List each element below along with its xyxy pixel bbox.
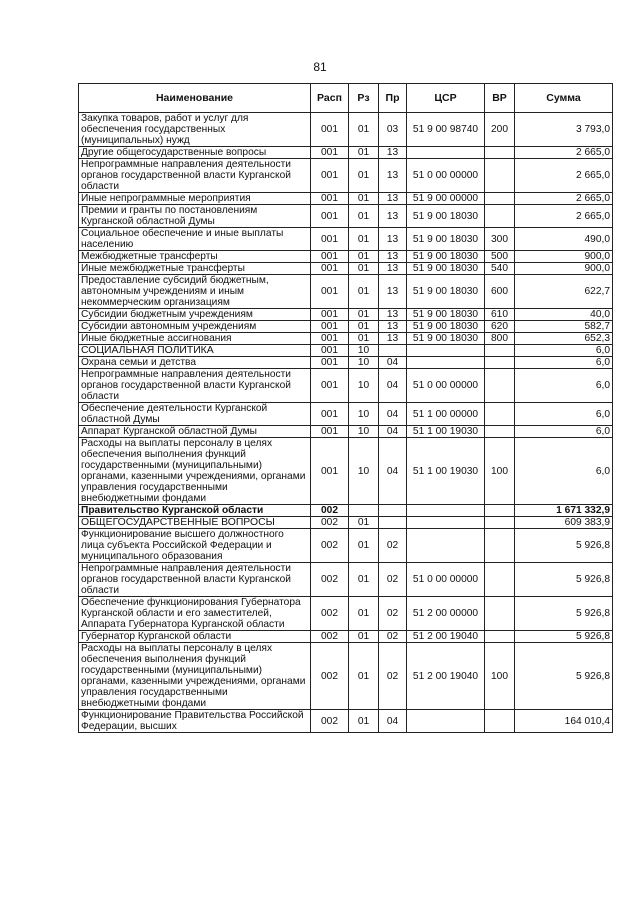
cell-name: Правительство Курганской области bbox=[79, 505, 311, 517]
table-row bbox=[79, 710, 613, 733]
cell-pr: 13 bbox=[379, 228, 407, 251]
cell-rz: 10 bbox=[349, 369, 379, 403]
cell-csr bbox=[407, 357, 485, 369]
cell-pr: 13 bbox=[379, 205, 407, 228]
cell-name: Иные бюджетные ассигнования bbox=[79, 333, 311, 345]
cell-rasp: 001 bbox=[311, 205, 349, 228]
header-rz: Рз bbox=[349, 84, 379, 113]
cell-name: Социальное обеспечение и иные выплаты населению bbox=[79, 228, 311, 251]
cell-pr: 03 bbox=[379, 113, 407, 147]
cell-vr: 610 bbox=[485, 309, 515, 321]
cell-pr: 13 bbox=[379, 275, 407, 309]
cell-vr: 540 bbox=[485, 263, 515, 275]
table-row bbox=[79, 333, 613, 345]
cell-pr: 04 bbox=[379, 357, 407, 369]
cell-name: Непрограммные направления деятельности органов государственной власти Курганской области bbox=[79, 159, 311, 193]
table-row bbox=[79, 228, 613, 251]
cell-name: Непрограммные направления деятельности органов государственной власти Курганской области bbox=[79, 563, 311, 597]
cell-vr bbox=[485, 205, 515, 228]
cell-name: Субсидии бюджетным учреждениям bbox=[79, 309, 311, 321]
cell-vr: 100 bbox=[485, 438, 515, 505]
cell-csr bbox=[407, 345, 485, 357]
header-vr: ВР bbox=[485, 84, 515, 113]
cell-rasp: 002 bbox=[311, 710, 349, 733]
header-name: Наименование bbox=[79, 84, 311, 113]
table-row bbox=[79, 309, 613, 321]
cell-rz: 01 bbox=[349, 597, 379, 631]
table-row bbox=[79, 113, 613, 147]
cell-csr: 51 9 00 18030 bbox=[407, 333, 485, 345]
table-row bbox=[79, 357, 613, 369]
table-row bbox=[79, 321, 613, 333]
cell-rasp: 001 bbox=[311, 345, 349, 357]
cell-pr: 02 bbox=[379, 529, 407, 563]
cell-pr: 13 bbox=[379, 333, 407, 345]
cell-rasp: 001 bbox=[311, 333, 349, 345]
cell-rz: 10 bbox=[349, 438, 379, 505]
cell-rz: 01 bbox=[349, 710, 379, 733]
cell-rz: 01 bbox=[349, 228, 379, 251]
cell-pr: 13 bbox=[379, 321, 407, 333]
cell-name: Премии и гранты по постановлениям Курганской областной Думы bbox=[79, 205, 311, 228]
cell-csr: 51 9 00 00000 bbox=[407, 193, 485, 205]
cell-rasp: 001 bbox=[311, 426, 349, 438]
cell-name: Расходы на выплаты персоналу в целях обеспечения выполнения функций государственными (муниципальными) органами, казенными учреждениями, органами управления государственными внебюджетными фондами bbox=[79, 643, 311, 710]
cell-name: Аппарат Курганской областной Думы bbox=[79, 426, 311, 438]
cell-vr: 600 bbox=[485, 275, 515, 309]
cell-rasp: 002 bbox=[311, 631, 349, 643]
table-row bbox=[79, 251, 613, 263]
cell-sum: 5 926,8 bbox=[515, 643, 613, 710]
cell-sum: 5 926,8 bbox=[515, 529, 613, 563]
cell-rasp: 001 bbox=[311, 113, 349, 147]
table-row bbox=[79, 403, 613, 426]
cell-name: Субсидии автономным учреждениям bbox=[79, 321, 311, 333]
cell-vr bbox=[485, 193, 515, 205]
cell-pr: 13 bbox=[379, 263, 407, 275]
cell-rz: 01 bbox=[349, 251, 379, 263]
table-row bbox=[79, 643, 613, 710]
cell-rz: 01 bbox=[349, 263, 379, 275]
table-row bbox=[79, 438, 613, 505]
cell-pr bbox=[379, 517, 407, 529]
cell-vr: 100 bbox=[485, 643, 515, 710]
cell-sum: 164 010,4 bbox=[515, 710, 613, 733]
cell-rz: 10 bbox=[349, 357, 379, 369]
cell-vr bbox=[485, 505, 515, 517]
table-row bbox=[79, 563, 613, 597]
cell-name: Функционирование высшего должностного лица субъекта Российской Федерации и муниципального образования bbox=[79, 529, 311, 563]
cell-rz: 01 bbox=[349, 205, 379, 228]
cell-csr: 51 0 00 00000 bbox=[407, 563, 485, 597]
cell-csr bbox=[407, 147, 485, 159]
cell-rasp: 001 bbox=[311, 228, 349, 251]
cell-rasp: 001 bbox=[311, 369, 349, 403]
cell-csr: 51 9 00 18030 bbox=[407, 251, 485, 263]
cell-rasp: 002 bbox=[311, 517, 349, 529]
cell-pr bbox=[379, 505, 407, 517]
cell-vr: 800 bbox=[485, 333, 515, 345]
cell-rasp: 001 bbox=[311, 321, 349, 333]
cell-sum: 6,0 bbox=[515, 357, 613, 369]
cell-sum: 2 665,0 bbox=[515, 205, 613, 228]
cell-vr bbox=[485, 357, 515, 369]
cell-rasp: 002 bbox=[311, 563, 349, 597]
cell-name: СОЦИАЛЬНАЯ ПОЛИТИКА bbox=[79, 345, 311, 357]
cell-sum: 5 926,8 bbox=[515, 563, 613, 597]
cell-csr bbox=[407, 710, 485, 733]
cell-pr: 13 bbox=[379, 147, 407, 159]
cell-pr: 04 bbox=[379, 710, 407, 733]
cell-vr bbox=[485, 631, 515, 643]
header-csr: ЦСР bbox=[407, 84, 485, 113]
cell-name: Обеспечение деятельности Курганской областной Думы bbox=[79, 403, 311, 426]
cell-rz: 01 bbox=[349, 643, 379, 710]
cell-name: Губернатор Курганской области bbox=[79, 631, 311, 643]
cell-sum: 1 671 332,9 bbox=[515, 505, 613, 517]
cell-rasp: 001 bbox=[311, 403, 349, 426]
cell-name: Межбюджетные трансферты bbox=[79, 251, 311, 263]
cell-rz bbox=[349, 505, 379, 517]
cell-csr: 51 9 00 18030 bbox=[407, 228, 485, 251]
cell-rasp: 001 bbox=[311, 357, 349, 369]
cell-csr: 51 2 00 19040 bbox=[407, 631, 485, 643]
cell-rasp: 001 bbox=[311, 263, 349, 275]
cell-name: Предоставление субсидий бюджетным, автономным учреждениям и иным некоммерческим организациям bbox=[79, 275, 311, 309]
cell-csr: 51 9 00 18030 bbox=[407, 263, 485, 275]
cell-rz: 01 bbox=[349, 193, 379, 205]
cell-name: Охрана семьи и детства bbox=[79, 357, 311, 369]
cell-sum: 582,7 bbox=[515, 321, 613, 333]
cell-sum: 6,0 bbox=[515, 403, 613, 426]
cell-csr: 51 2 00 19040 bbox=[407, 643, 485, 710]
cell-vr bbox=[485, 369, 515, 403]
cell-rz: 01 bbox=[349, 333, 379, 345]
table-body bbox=[79, 113, 613, 733]
cell-pr: 04 bbox=[379, 403, 407, 426]
cell-vr bbox=[485, 563, 515, 597]
cell-pr: 02 bbox=[379, 563, 407, 597]
cell-sum: 5 926,8 bbox=[515, 631, 613, 643]
cell-sum: 622,7 bbox=[515, 275, 613, 309]
cell-rz: 01 bbox=[349, 159, 379, 193]
cell-pr: 13 bbox=[379, 193, 407, 205]
cell-rasp: 002 bbox=[311, 505, 349, 517]
cell-name: Иные непрограммные мероприятия bbox=[79, 193, 311, 205]
cell-csr: 51 9 00 18030 bbox=[407, 321, 485, 333]
cell-name: Иные межбюджетные трансферты bbox=[79, 263, 311, 275]
cell-csr bbox=[407, 517, 485, 529]
cell-pr: 02 bbox=[379, 643, 407, 710]
cell-rasp: 001 bbox=[311, 251, 349, 263]
cell-name: Обеспечение функционирования Губернатора Курганской области и его заместителей, Аппарата Губернатора Курганской области bbox=[79, 597, 311, 631]
cell-csr: 51 9 00 18030 bbox=[407, 309, 485, 321]
cell-rasp: 002 bbox=[311, 529, 349, 563]
cell-vr: 620 bbox=[485, 321, 515, 333]
cell-rz: 10 bbox=[349, 426, 379, 438]
cell-csr: 51 1 00 00000 bbox=[407, 403, 485, 426]
cell-sum: 2 665,0 bbox=[515, 159, 613, 193]
budget-table bbox=[78, 83, 613, 733]
cell-sum: 900,0 bbox=[515, 263, 613, 275]
cell-csr bbox=[407, 505, 485, 517]
table-row bbox=[79, 631, 613, 643]
cell-csr: 51 9 00 18030 bbox=[407, 275, 485, 309]
cell-sum: 2 665,0 bbox=[515, 147, 613, 159]
cell-sum: 3 793,0 bbox=[515, 113, 613, 147]
page-number: 81 bbox=[313, 60, 327, 74]
cell-rz: 01 bbox=[349, 529, 379, 563]
cell-vr bbox=[485, 529, 515, 563]
cell-vr: 300 bbox=[485, 228, 515, 251]
cell-rz: 01 bbox=[349, 517, 379, 529]
cell-vr bbox=[485, 426, 515, 438]
header-sum: Сумма bbox=[515, 84, 613, 113]
cell-vr bbox=[485, 710, 515, 733]
cell-rz: 01 bbox=[349, 309, 379, 321]
header-pr: Пр bbox=[379, 84, 407, 113]
table-row bbox=[79, 369, 613, 403]
table-row bbox=[79, 505, 613, 517]
cell-name: Расходы на выплаты персоналу в целях обеспечения выполнения функций государственными (муниципальными) органами, казенными учреждениями, органами управления государственными внебюджетными фондами bbox=[79, 438, 311, 505]
table-row bbox=[79, 159, 613, 193]
cell-rz: 10 bbox=[349, 345, 379, 357]
cell-vr bbox=[485, 597, 515, 631]
cell-name: Закупка товаров, работ и услуг для обеспечения государственных (муниципальных) нужд bbox=[79, 113, 311, 147]
cell-rz: 01 bbox=[349, 275, 379, 309]
cell-rasp: 002 bbox=[311, 597, 349, 631]
cell-csr: 51 2 00 00000 bbox=[407, 597, 485, 631]
cell-pr: 02 bbox=[379, 597, 407, 631]
table-row bbox=[79, 426, 613, 438]
table-row bbox=[79, 517, 613, 529]
cell-vr: 500 bbox=[485, 251, 515, 263]
cell-rasp: 001 bbox=[311, 438, 349, 505]
cell-name: Функционирование Правительства Российской Федерации, высших bbox=[79, 710, 311, 733]
cell-rasp: 001 bbox=[311, 159, 349, 193]
cell-vr bbox=[485, 159, 515, 193]
table-row bbox=[79, 597, 613, 631]
cell-rasp: 001 bbox=[311, 193, 349, 205]
cell-rz: 01 bbox=[349, 631, 379, 643]
table-header-row bbox=[79, 84, 613, 113]
table-row bbox=[79, 263, 613, 275]
cell-sum: 6,0 bbox=[515, 426, 613, 438]
cell-rz: 01 bbox=[349, 113, 379, 147]
table-row bbox=[79, 205, 613, 228]
cell-vr bbox=[485, 345, 515, 357]
cell-name: Непрограммные направления деятельности органов государственной власти Курганской области bbox=[79, 369, 311, 403]
cell-sum: 6,0 bbox=[515, 438, 613, 505]
cell-pr: 13 bbox=[379, 309, 407, 321]
cell-pr bbox=[379, 345, 407, 357]
cell-sum: 2 665,0 bbox=[515, 193, 613, 205]
cell-pr: 02 bbox=[379, 631, 407, 643]
cell-sum: 5 926,8 bbox=[515, 597, 613, 631]
cell-rasp: 001 bbox=[311, 309, 349, 321]
cell-pr: 04 bbox=[379, 438, 407, 505]
table-row bbox=[79, 193, 613, 205]
cell-csr: 51 0 00 00000 bbox=[407, 369, 485, 403]
cell-sum: 6,0 bbox=[515, 369, 613, 403]
cell-csr bbox=[407, 529, 485, 563]
cell-csr: 51 1 00 19030 bbox=[407, 426, 485, 438]
table-row bbox=[79, 529, 613, 563]
cell-pr: 04 bbox=[379, 369, 407, 403]
cell-name: ОБЩЕГОСУДАРСТВЕННЫЕ ВОПРОСЫ bbox=[79, 517, 311, 529]
cell-sum: 490,0 bbox=[515, 228, 613, 251]
cell-csr: 51 9 00 18030 bbox=[407, 205, 485, 228]
cell-vr bbox=[485, 403, 515, 426]
table-row bbox=[79, 345, 613, 357]
table-row bbox=[79, 147, 613, 159]
cell-vr: 200 bbox=[485, 113, 515, 147]
cell-sum: 609 383,9 bbox=[515, 517, 613, 529]
cell-csr: 51 1 00 19030 bbox=[407, 438, 485, 505]
cell-sum: 900,0 bbox=[515, 251, 613, 263]
header-rasp: Расп bbox=[311, 84, 349, 113]
cell-name: Другие общегосударственные вопросы bbox=[79, 147, 311, 159]
cell-rasp: 002 bbox=[311, 643, 349, 710]
cell-sum: 40,0 bbox=[515, 309, 613, 321]
cell-rz: 10 bbox=[349, 403, 379, 426]
table-row bbox=[79, 275, 613, 309]
cell-pr: 04 bbox=[379, 426, 407, 438]
cell-rasp: 001 bbox=[311, 275, 349, 309]
cell-csr: 51 9 00 98740 bbox=[407, 113, 485, 147]
cell-pr: 13 bbox=[379, 251, 407, 263]
cell-sum: 6,0 bbox=[515, 345, 613, 357]
cell-vr bbox=[485, 517, 515, 529]
cell-pr: 13 bbox=[379, 159, 407, 193]
cell-rz: 01 bbox=[349, 321, 379, 333]
cell-sum: 652,3 bbox=[515, 333, 613, 345]
cell-rz: 01 bbox=[349, 147, 379, 159]
cell-vr bbox=[485, 147, 515, 159]
cell-rasp: 001 bbox=[311, 147, 349, 159]
cell-csr: 51 0 00 00000 bbox=[407, 159, 485, 193]
cell-rz: 01 bbox=[349, 563, 379, 597]
